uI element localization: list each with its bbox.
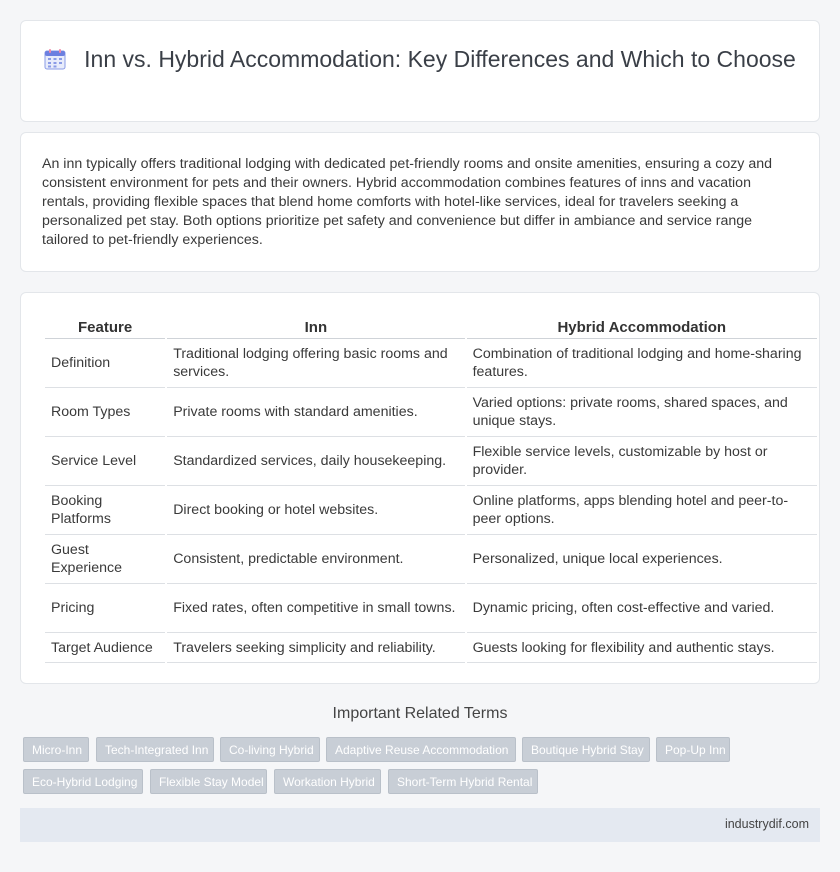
tag-workation-hybrid[interactable]: Workation Hybrid	[274, 769, 381, 794]
inn-cell: Traditional lodging offering basic rooms and services.	[167, 339, 464, 388]
table-row	[45, 486, 817, 535]
hybrid-cell: Dynamic pricing, often cost-effective and varied.	[467, 584, 817, 633]
header-feature: Feature	[45, 315, 165, 339]
table-header-row	[45, 315, 817, 339]
calendar-icon	[44, 48, 66, 70]
header-hybrid: Hybrid Accommodation	[467, 315, 817, 339]
hybrid-cell: Personalized, unique local experiences.	[467, 535, 817, 584]
inn-cell: Travelers seeking simplicity and reliability.	[167, 633, 464, 663]
related-terms-heading: Important Related Terms	[332, 705, 508, 722]
tag-short-term-hybrid-rental[interactable]: Short-Term Hybrid Rental	[388, 769, 538, 794]
title-card	[20, 20, 820, 122]
page-title: Inn vs. Hybrid Accommodation: Key Differences and Which to Choose	[84, 46, 796, 72]
feature-cell: Room Types	[45, 388, 165, 437]
tag-flexible-stay-model[interactable]: Flexible Stay Model	[150, 769, 267, 794]
footer-site-link[interactable]: industrydif.com	[724, 817, 809, 831]
tag-pop-up-inn[interactable]: Pop-Up Inn	[656, 737, 730, 762]
tag-adaptive-reuse[interactable]: Adaptive Reuse Accommodation	[326, 737, 516, 762]
tag-micro-inn[interactable]: Micro-Inn	[23, 737, 89, 762]
header-inn: Inn	[167, 315, 464, 339]
feature-cell: Guest Experience	[45, 535, 165, 584]
feature-cell: Definition	[45, 339, 165, 388]
tag-co-living-hybrid[interactable]: Co-living Hybrid	[220, 737, 320, 762]
table-row	[45, 437, 817, 486]
table-row	[45, 388, 817, 437]
feature-cell: Service Level	[45, 437, 165, 486]
table-row	[45, 535, 817, 584]
hybrid-cell: Varied options: private rooms, shared spaces, and unique stays.	[467, 388, 817, 437]
intro-paragraph: An inn typically offers traditional lodging with dedicated pet-friendly rooms and onsite amenities, ensuring a cozy and consistent environment for pets and their owners. Hybrid accommodation combines features of inns and vacation rentals, providing flexible spaces that blend home comforts with hotel-like services, ideal for travelers seeking a personalized pet stay. Both options prioritize pet safety and convenience but differ in ambiance and service range tailored to pet-friendly experiences.	[42, 156, 773, 248]
inn-cell: Consistent, predictable environment.	[167, 535, 464, 584]
inn-cell: Private rooms with standard amenities.	[167, 388, 464, 437]
hybrid-cell: Online platforms, apps blending hotel and peer-to-peer options.	[467, 486, 817, 535]
inn-cell: Fixed rates, often competitive in small towns.	[167, 584, 464, 633]
feature-cell: Target Audience	[45, 633, 165, 663]
table-row	[45, 584, 817, 633]
table-row	[45, 633, 817, 663]
footer	[20, 808, 820, 842]
hybrid-cell: Combination of traditional lodging and home-sharing features.	[467, 339, 817, 388]
inn-cell: Standardized services, daily housekeeping.	[167, 437, 464, 486]
feature-cell: Booking Platforms	[45, 486, 165, 535]
comparison-table	[43, 315, 819, 663]
table-row	[45, 339, 817, 388]
feature-cell: Pricing	[45, 584, 165, 633]
comparison-card	[20, 292, 820, 684]
hybrid-cell: Guests looking for flexibility and authentic stays.	[467, 633, 817, 663]
intro-card	[20, 132, 820, 272]
tag-boutique-hybrid-stay[interactable]: Boutique Hybrid Stay	[522, 737, 650, 762]
inn-cell: Direct booking or hotel websites.	[167, 486, 464, 535]
tag-tech-integrated-inn[interactable]: Tech-Integrated Inn	[96, 737, 214, 762]
tag-eco-hybrid-lodging[interactable]: Eco-Hybrid Lodging	[23, 769, 143, 794]
hybrid-cell: Flexible service levels, customizable by host or provider.	[467, 437, 817, 486]
page-title-wrap	[21, 45, 819, 74]
